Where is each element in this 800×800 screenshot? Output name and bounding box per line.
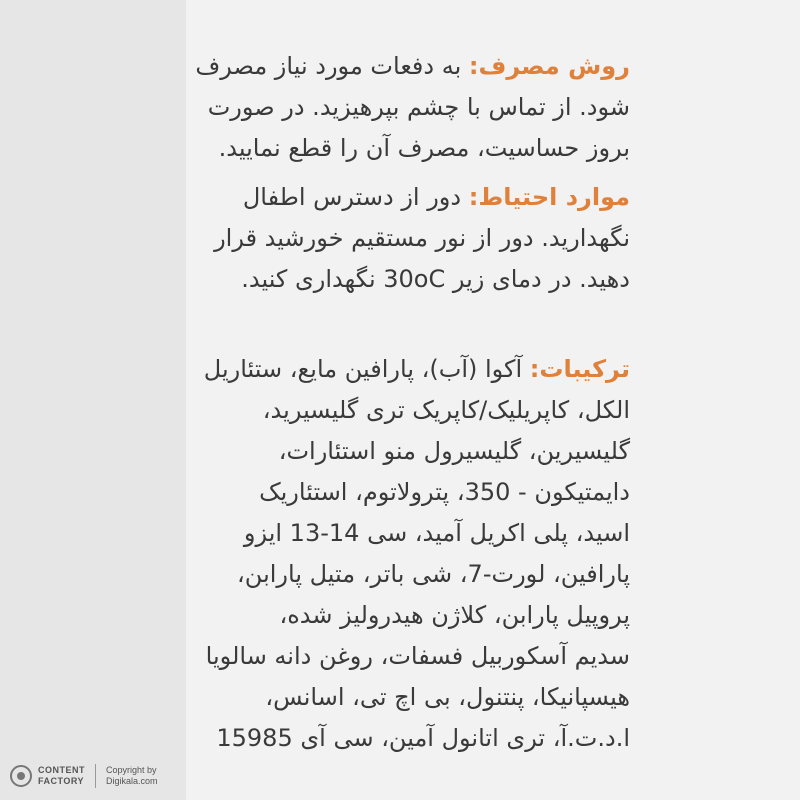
watermark-credit-line-1: Copyright by bbox=[106, 765, 157, 775]
caution-line-3: دهید. در دمای زیر 30oC نگهداری کنید. bbox=[241, 265, 630, 293]
ingredients-line: سدیم آسکوربیل فسفات، روغن دانه سالویا bbox=[205, 642, 630, 670]
content-factory-logo-icon bbox=[10, 765, 32, 787]
usage-line-1 bbox=[196, 46, 630, 87]
ingredients-text: آکوا (آب)، پارافین مایع، ستئاریل bbox=[203, 355, 530, 383]
ingredients-line: پروپیل پارابن، کلاژن هیدرولیز شده، bbox=[279, 601, 630, 629]
caution-section bbox=[196, 177, 630, 300]
ingredients-line: هیسپانیکا، پنتنول، بی اچ تی، اسانس، bbox=[265, 683, 630, 711]
watermark-brand-line-1: CONTENT bbox=[38, 765, 85, 775]
ingredients-line: ا.د.ت.آ، تری اتانول آمین، سی آی 15985 bbox=[216, 724, 630, 752]
ingredients-line: اسید، پلی اکریل آمید، سی 14-13 ایزو bbox=[243, 519, 630, 547]
usage-section bbox=[196, 46, 630, 169]
usage-line-2: شود. از تماس با چشم بپرهیزید. در صورت bbox=[207, 93, 630, 121]
caution-heading: موارد احتیاط: bbox=[468, 183, 630, 211]
ingredients-line: دایمتیکون - 350، پترولاتوم، استئاریک bbox=[259, 478, 630, 506]
caution-line-1 bbox=[196, 177, 630, 218]
ingredients-line: پارافین، لورت-7، شی باتر، متیل پارابن، bbox=[237, 560, 630, 588]
ingredients-section bbox=[196, 349, 630, 759]
ingredients-line: گلیسیرین، گلیسیرول منو استئارات، bbox=[278, 437, 630, 465]
content-factory-watermark bbox=[10, 760, 158, 792]
ingredients-line-1 bbox=[196, 349, 630, 390]
usage-text: به دفعات مورد نیاز مصرف bbox=[195, 52, 469, 80]
caution-text: دور از دسترس اطفال bbox=[242, 183, 469, 211]
watermark-brand bbox=[38, 765, 85, 787]
watermark-divider bbox=[95, 764, 96, 788]
ingredients-heading: ترکیبات: bbox=[529, 355, 630, 383]
usage-heading: روش مصرف: bbox=[468, 52, 630, 80]
usage-line-3: بروز حساسیت، مصرف آن را قطع نمایید. bbox=[218, 134, 630, 162]
watermark-credit bbox=[106, 765, 158, 787]
caution-line-2: نگهدارید. دور از نور مستقیم خورشید قرار bbox=[214, 224, 630, 252]
watermark-credit-line-2: Digikala.com bbox=[106, 776, 158, 786]
ingredients-line: الکل، کاپریلیک/کاپریک تری گلیسیرید، bbox=[262, 396, 630, 424]
watermark-brand-line-2: FACTORY bbox=[38, 776, 85, 786]
